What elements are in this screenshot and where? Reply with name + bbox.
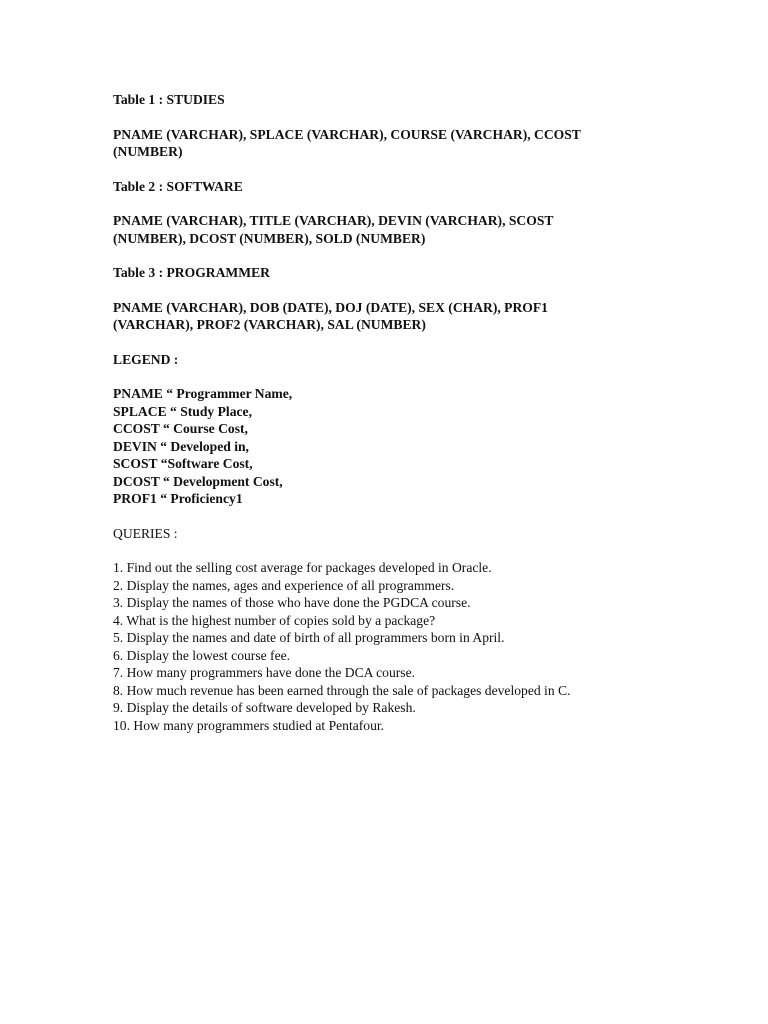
- queries-heading: QUERIES :: [113, 525, 178, 541]
- schema-line: PNAME (VARCHAR), SPLACE (VARCHAR), COURSE (VARCHAR), CCOST: [113, 126, 581, 142]
- table-2-schema: [113, 212, 643, 247]
- query-item: 5. Display the names and date of birth of all programmers born in April.: [113, 630, 505, 645]
- query-item: 1. Find out the selling cost average for packages developed in Oracle.: [113, 560, 492, 575]
- schema-line: PNAME (VARCHAR), TITLE (VARCHAR), DEVIN (VARCHAR), SCOST: [113, 213, 554, 228]
- schema-line: (NUMBER): [113, 144, 183, 159]
- legend-item: SCOST “Software Cost,: [113, 456, 253, 471]
- legend-item: DCOST “ Development Cost,: [113, 473, 283, 489]
- query-item: 10. How many programmers studied at Pentafour.: [113, 717, 385, 733]
- query-item: 6. Display the lowest course fee.: [113, 647, 291, 663]
- query-item: 8. How much revenue has been earned through the sale of packages developed in C.: [113, 682, 571, 698]
- legend-item: PNAME “ Programmer Name,: [113, 386, 293, 401]
- schema-line: (VARCHAR), PROF2 (VARCHAR), SAL (NUMBER): [113, 317, 426, 332]
- table-1-heading: Table 1 : STUDIES: [113, 92, 225, 107]
- table-1-schema: [113, 126, 643, 161]
- table-3-heading: Table 3 : PROGRAMMER: [113, 265, 270, 280]
- legend-item: CCOST “ Course Cost,: [113, 421, 248, 436]
- legend-item: PROF1 “ Proficiency1: [113, 491, 243, 506]
- table-3-schema: [113, 299, 643, 334]
- query-item: 3. Display the names of those who have done the PGDCA course.: [113, 595, 471, 610]
- legend-list: [113, 385, 643, 508]
- legend-heading: LEGEND :: [113, 351, 179, 367]
- query-item: 4. What is the highest number of copies sold by a package?: [113, 612, 436, 628]
- legend-item: DEVIN “ Developed in,: [113, 438, 249, 454]
- schema-line: PNAME (VARCHAR), DOB (DATE), DOJ (DATE), SEX (CHAR), PROF1: [113, 299, 548, 315]
- query-item: 9. Display the details of software developed by Rakesh.: [113, 700, 416, 715]
- queries-list: [113, 559, 643, 734]
- schema-line: (NUMBER), DCOST (NUMBER), SOLD (NUMBER): [113, 230, 426, 246]
- query-item: 2. Display the names, ages and experience of all programmers.: [113, 577, 455, 593]
- table-2-heading: Table 2 : SOFTWARE: [113, 178, 243, 194]
- legend-item: SPLACE “ Study Place,: [113, 403, 252, 419]
- document-page: [113, 91, 643, 734]
- query-item: 7. How many programmers have done the DCA course.: [113, 665, 416, 680]
